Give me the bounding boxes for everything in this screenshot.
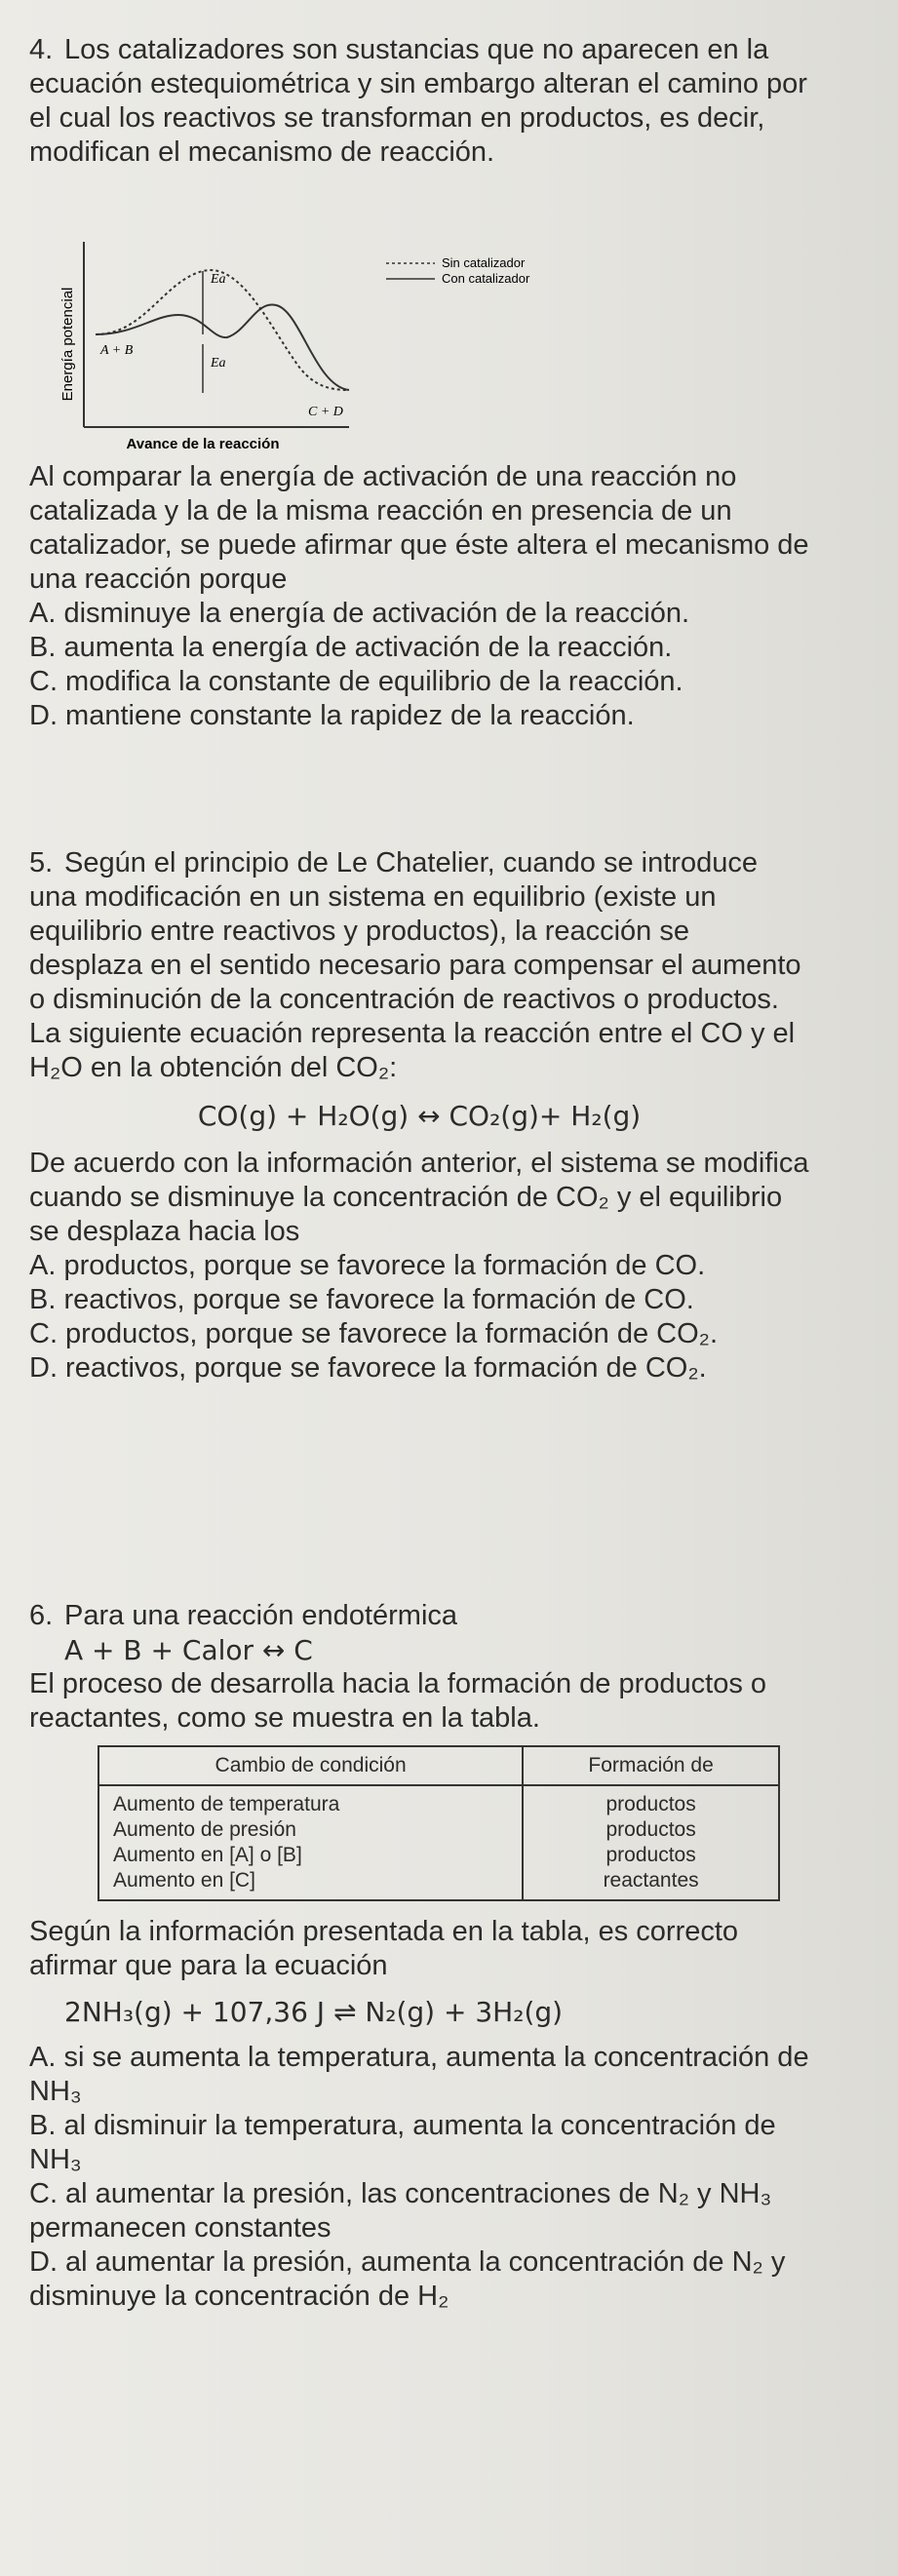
question-4-stem-block bbox=[29, 460, 809, 733]
option-b: B. al disminuir la temperatura, aumenta la concentración de NH₃ bbox=[29, 2110, 776, 2175]
option-b: B. aumenta la energía de activación de la reacción. bbox=[29, 632, 673, 663]
question-stem-2: Según la información presentada en la tabla, es correcto afirmar que para la ecuación bbox=[29, 1916, 739, 1981]
table-cell: Aumento en [A] o [B] bbox=[113, 1844, 302, 1866]
products-label: C + D bbox=[308, 405, 343, 419]
question-stem: Al comparar la energía de activación de una reacción no catalizada y la de la misma reacción en presencia de un catalizador, se puede afirmar que éste altera el mecanismo de una reacción porque bbox=[29, 461, 809, 595]
option-d: D. al aumentar la presión, aumenta la concentración de N₂ y disminuye la concentración de H₂ bbox=[29, 2246, 786, 2312]
question-stem: De acuerdo con la información anterior, el sistema se modifica cuando se disminuye la concentración de CO₂ y el equilibrio se desplaza hacia los bbox=[29, 1148, 809, 1247]
table-cell: Aumento de presión bbox=[113, 1818, 296, 1841]
question-6 bbox=[29, 1599, 809, 2314]
reactants-label: A + B bbox=[100, 343, 134, 358]
equation-intro: La siguiente ecuación representa la reacción entre el CO y el H₂O en la obtención del CO₂: bbox=[29, 1018, 796, 1083]
option-c: C. productos, porque se favorece la formación de CO₂. bbox=[29, 1318, 718, 1349]
table-header-row bbox=[98, 1746, 779, 1785]
question-number: 4. bbox=[29, 34, 54, 65]
energy-diagram-svg bbox=[57, 222, 642, 456]
table-cell: productos bbox=[605, 1818, 696, 1841]
table-cell: productos bbox=[605, 1793, 696, 1815]
table-header: Cambio de condición bbox=[98, 1746, 523, 1785]
table-cell: productos bbox=[605, 1844, 696, 1866]
legend-catalyzed-label: Con catalizador bbox=[442, 271, 530, 286]
table-cell-group bbox=[98, 1785, 523, 1900]
option-c: C. modifica la constante de equilibrio de la reacción. bbox=[29, 666, 683, 697]
table-row bbox=[98, 1785, 779, 1900]
question-intro: Para una reacción endotérmica bbox=[64, 1600, 458, 1631]
option-c: C. al aumentar la presión, las concentraciones de N₂ y NH₃ permanecen constantes bbox=[29, 2178, 772, 2244]
question-number: 5. bbox=[29, 847, 54, 878]
option-a: A. productos, porque se favorece la formación de CO. bbox=[29, 1250, 706, 1281]
question-stem-1: El proceso de desarrolla hacia la formación de productos o reactantes, como se muestra en la tabla. bbox=[29, 1668, 767, 1734]
table-header: Formación de bbox=[523, 1746, 779, 1785]
option-d: D. mantiene constante la rapidez de la reacción. bbox=[29, 700, 635, 731]
ea-label-top: Ea bbox=[211, 272, 226, 287]
energy-diagram bbox=[57, 222, 642, 456]
question-4 bbox=[29, 33, 809, 170]
table-cell: Aumento en [C] bbox=[113, 1869, 255, 1892]
catalyzed-curve bbox=[96, 304, 349, 390]
table-cell: Aumento de temperatura bbox=[113, 1793, 340, 1815]
uncatalyzed-curve bbox=[96, 270, 349, 390]
table-cell-group bbox=[523, 1785, 779, 1900]
reaction: A + B + Calor ↔ C bbox=[64, 1634, 313, 1666]
equation: 2NH₃(g) + 107,36 J ⇌ N₂(g) + 3H₂(g) bbox=[64, 1996, 564, 2028]
ea-label-low: Ea bbox=[211, 356, 226, 371]
table-cell: reactantes bbox=[603, 1869, 699, 1892]
question-5 bbox=[29, 846, 809, 1386]
y-axis-label: Energía potencial bbox=[59, 287, 76, 402]
conditions-table bbox=[98, 1745, 780, 1901]
question-intro: Los catalizadores son sustancias que no aparecen en la ecuación estequiométrica y sin embargo alteran el camino por el cual los reactivos se transforman en productos, es decir, modifican el mecanismo de reacción. bbox=[29, 34, 807, 168]
question-intro: Según el principio de Le Chatelier, cuando se introduce una modificación en un sistema en equilibrio (existe un equilibrio entre reactivos y productos), la reacción se desplaza en el sentido necesario para compensar el aumento o disminución de la concentración de reactivos o productos. bbox=[29, 847, 801, 1015]
option-a: A. disminuye la energía de activación de la reacción. bbox=[29, 598, 690, 629]
option-d: D. reactivos, porque se favorece la formación de CO₂. bbox=[29, 1352, 707, 1384]
option-b: B. reactivos, porque se favorece la formación de CO. bbox=[29, 1284, 694, 1315]
question-number: 6. bbox=[29, 1600, 54, 1631]
option-a: A. si se aumenta la temperatura, aumenta la concentración de NH₃ bbox=[29, 2042, 809, 2107]
equation: CO(g) + H₂O(g) ↔ CO₂(g)+ H₂(g) bbox=[197, 1100, 642, 1132]
legend-uncatalyzed-label: Sin catalizador bbox=[442, 255, 526, 270]
x-axis-label: Avance de la reacción bbox=[126, 436, 280, 452]
